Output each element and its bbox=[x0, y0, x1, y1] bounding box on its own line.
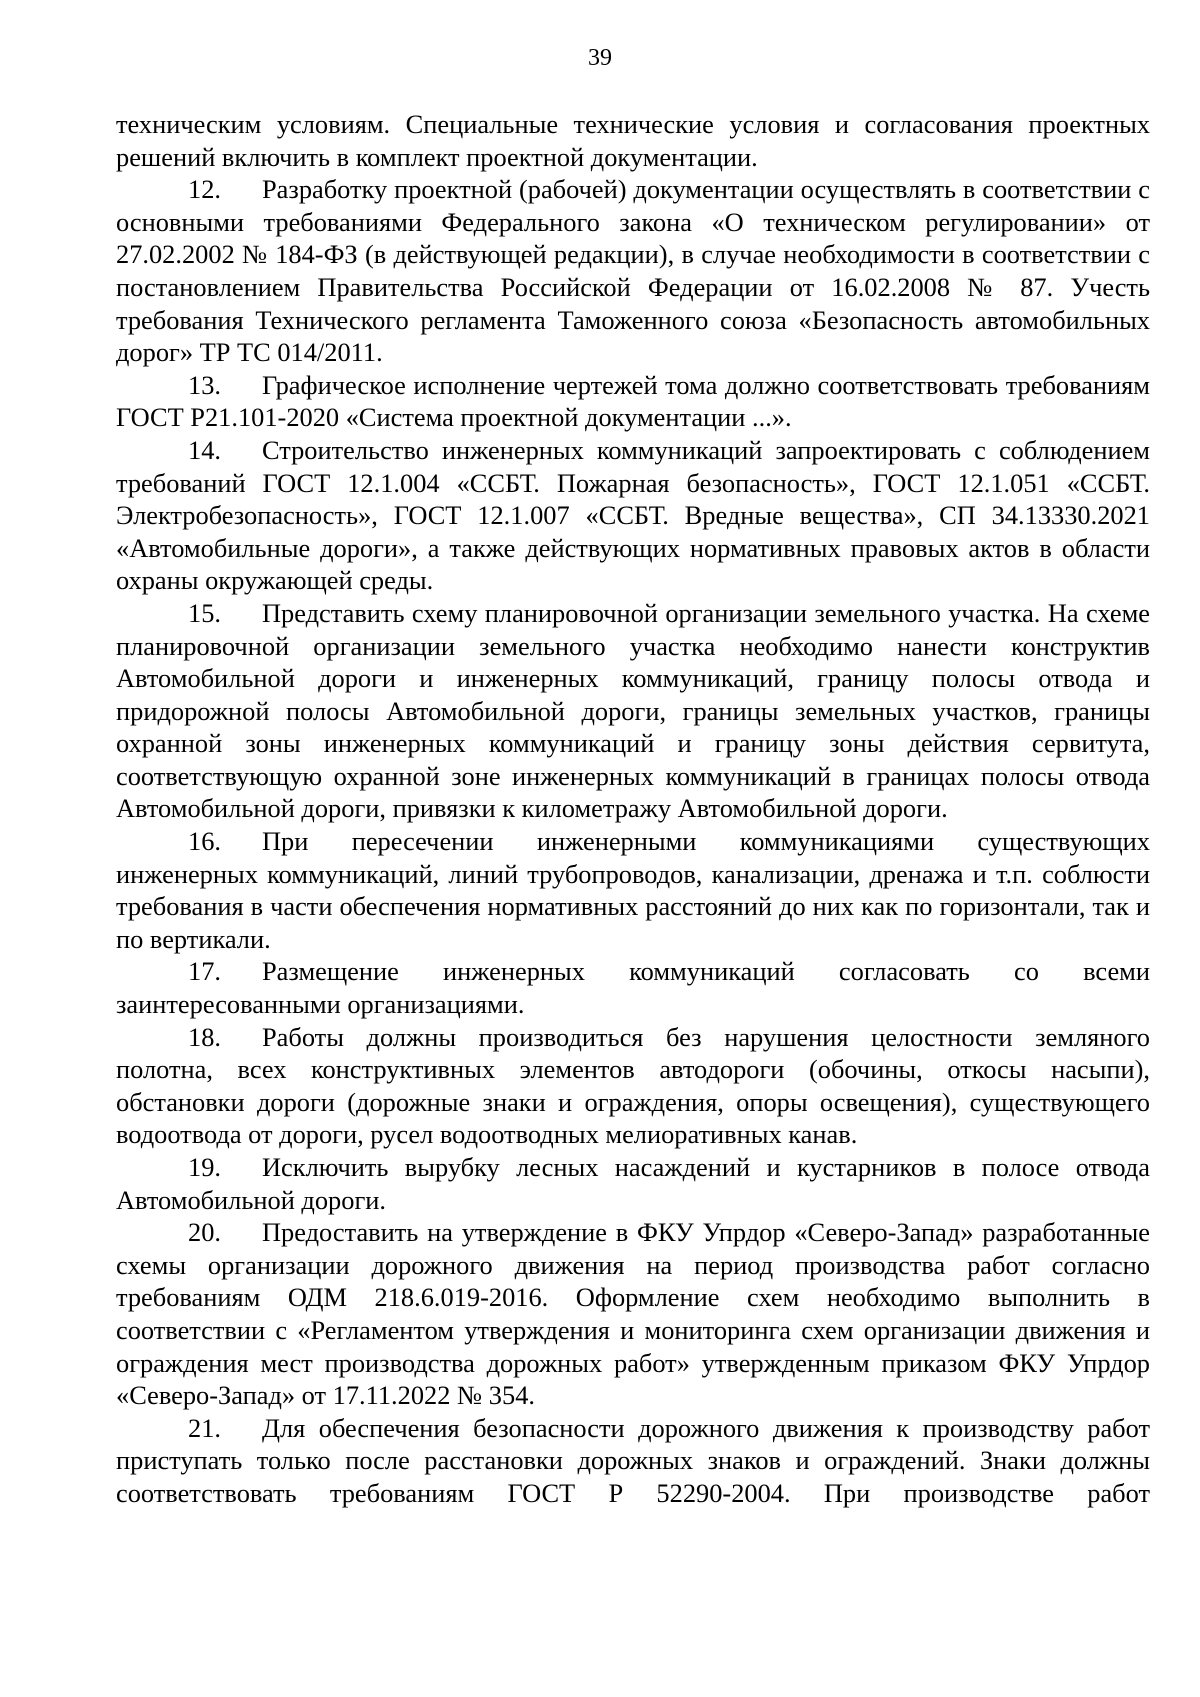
list-item-16 bbox=[116, 825, 1150, 955]
item-number: 15. bbox=[188, 597, 221, 628]
continuation-paragraph: техническим условиям. Специальные технические условия и согласования проектных решений включить в комплект проектной документации. bbox=[116, 109, 1150, 172]
list-item-12 bbox=[116, 173, 1150, 369]
item-text: Графическое исполнение чертежей тома должно соответствовать требованиям ГОСТ Р21.101-2020 «Система проектной документации ...». bbox=[116, 369, 1150, 433]
item-text: Разработку проектной (рабочей) документации осуществлять в соответствии с основными требованиями Федерального закона «О техническом регулировании» от 27.02.2002 № 184-ФЗ (в действующей редакции), в случае необходимости в соответствии с постановлением Правительства Российской Федерации от 16.02.2008 № 87. Учесть требования Технического регламента Таможенного союза «Безопасность автомобильных дорог» ТР ТС 014/2011. bbox=[116, 174, 1150, 368]
item-text: Работы должны производиться без нарушения целостности земляного полотна, всех конструктивных элементов автодороги (обочины, откосы насыпи), обстановки дороги (дорожные знаки и ограждения, опоры освещения), существующего водоотвода от дороги, русел водоотводных мелиоративных канав. bbox=[116, 1021, 1150, 1150]
item-number: 21. bbox=[188, 1412, 221, 1443]
item-number: 12. bbox=[188, 174, 221, 205]
list-item-13 bbox=[116, 369, 1150, 434]
item-text: Строительство инженерных коммуникаций запроектировать с соблюдением требований ГОСТ 12.1.004 «ССБТ. Пожарная безопасность», ГОСТ 12.1.051 «ССБТ. Электробезопасность», ГОСТ 12.1.007 «ССБТ. Вредные вещества», СП 34.13330.2021 «Автомобильные дороги», а также действующих нормативных правовых актов в области охраны окружающей среды. bbox=[116, 434, 1150, 596]
item-text: Для обеспечения безопасности дорожного движения к производству работ приступать только после расстановки дорожных знаков и ограждений. Знаки должны соответствовать требованиям ГОСТ Р 52290-2004. При производстве работ bbox=[116, 1412, 1150, 1508]
item-text: Исключить вырубку лесных насаждений и кустарников в полосе отвода Автомобильной дороги. bbox=[116, 1152, 1150, 1215]
list-item-17 bbox=[116, 955, 1150, 1020]
list-item-18 bbox=[116, 1021, 1150, 1151]
item-text: Представить схему планировочной организации земельного участка. На схеме планировочной организации земельного участка необходимо нанести конструктив Автомобильной дороги и инженерных коммуникаций, границу полосы отвода и придорожной полосы Автомобильной дороги, границы земельных участков, границы охранной зоны инженерных коммуникаций и границу зоны действия сервитута, соответствующую охранной зоне инженерных коммуникаций в границах полосы отвода Автомобильной дороги, привязки к километражу Автомобильной дороги. bbox=[116, 597, 1150, 824]
item-text: При пересечении инженерными коммуникациями существующих инженерных коммуникаций, линий трубопроводов, канализации, дренажа и т.п. соблюсти требования в части обеспечения нормативных расстояний до них как по горизонтали, так и по вертикали. bbox=[116, 826, 1150, 954]
item-number: 14. bbox=[188, 434, 221, 465]
page-number: 39 bbox=[588, 45, 612, 71]
item-number: 17. bbox=[188, 956, 221, 987]
item-number: 13. bbox=[188, 369, 221, 400]
list-item-21 bbox=[116, 1412, 1150, 1510]
item-text: Размещение инженерных коммуникаций согласовать со всеми заинтересованными организациями. bbox=[116, 956, 1150, 1020]
list-item-14 bbox=[116, 434, 1150, 597]
list-item-20 bbox=[116, 1216, 1150, 1412]
item-text: Предоставить на утверждение в ФКУ Упрдор «Северо-Запад» разработанные схемы организации дорожного движения на период производства работ согласно требованиям ОДМ 218.6.019-2016. Оформление схем необходимо выполнить в соответствии с «Регламентом утверждения и мониторинга схем организации движения и ограждения мест производства дорожных работ» утвержденным приказом ФКУ Упрдор «Северо-Запад» от 17.11.2022 № 354. bbox=[116, 1217, 1150, 1411]
item-number: 19. bbox=[188, 1152, 221, 1182]
list-item-15 bbox=[116, 597, 1150, 825]
document-body bbox=[116, 108, 1150, 1510]
item-number: 18. bbox=[188, 1021, 221, 1052]
list-item-19 bbox=[116, 1151, 1150, 1216]
item-number: 20. bbox=[188, 1217, 221, 1248]
item-number: 16. bbox=[188, 826, 221, 857]
